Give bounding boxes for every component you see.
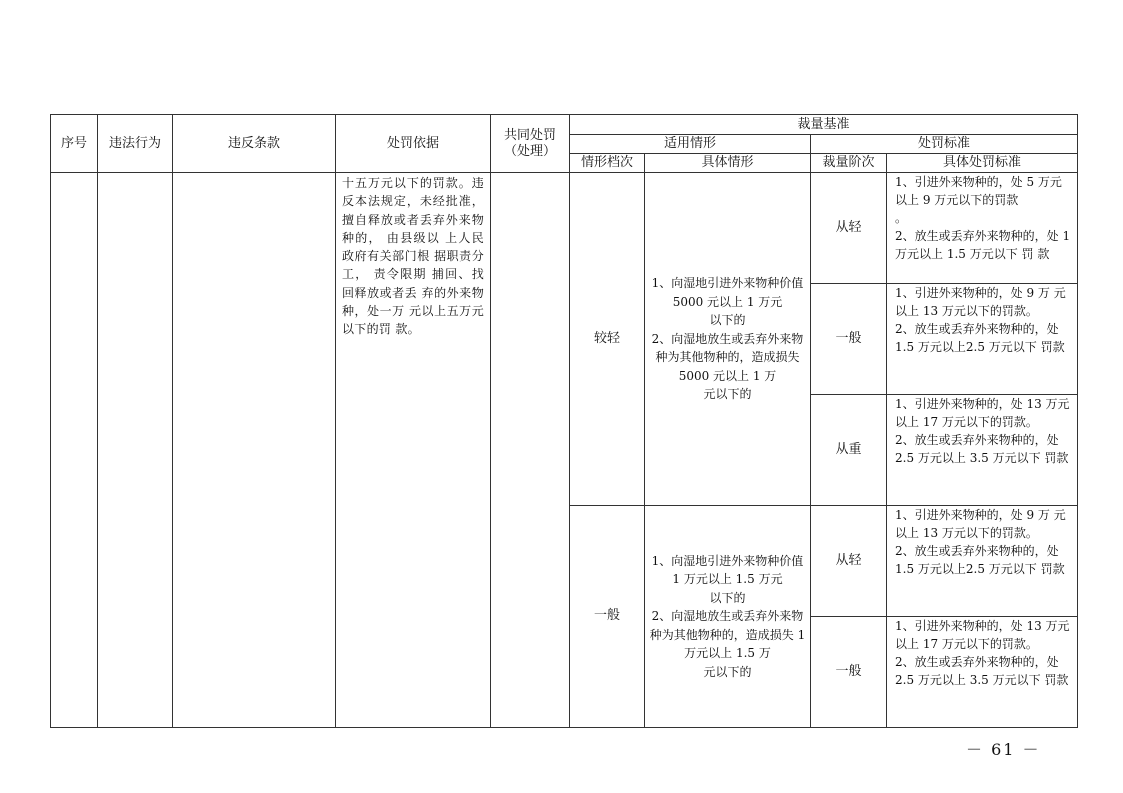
standard-cell: 1、引进外来物种的，处 5 万元以上 9 万元以下的罚款 。 2、放生或丢弃外来物种的，处 1 万元以上 1.5 万元以下 罚 款 <box>887 173 1078 284</box>
header-discretion: 裁量基准 <box>570 115 1078 135</box>
header-stage: 裁量阶次 <box>811 154 887 173</box>
penalty-table-page <box>50 114 1077 728</box>
header-applicable: 适用情形 <box>570 135 811 154</box>
behavior-cell <box>98 173 173 728</box>
common-penalty-cell <box>491 173 570 728</box>
stage-cell: 从轻 <box>811 506 887 617</box>
stage-cell: 从重 <box>811 395 887 506</box>
page-number: － 61 － <box>966 740 1041 759</box>
penalty-discretion-table <box>50 114 1078 728</box>
group-level: 一般 <box>570 506 645 728</box>
header-level: 情形档次 <box>570 154 645 173</box>
clause-cell <box>173 173 336 728</box>
basis-text: 十五万元以下的罚款。违反本法规定，未经批准，擅自释放或者丢弃外来物种的， 由县级以 上人民政府有关部门根 据职责分工， 责令限期 捕回、找回释放或者丢 弃的外来物种，处一万 元以上五万元以下的罚 款。 <box>336 173 491 728</box>
seq-cell <box>51 173 98 728</box>
header-detail: 具体处罚标准 <box>887 154 1078 173</box>
group-situation: 1、向湿地引进外来物种价值 5000 元以上 1 万元 以下的 2、向湿地放生或丢弃外来物种为其他物种的，造成损失 5000 元以上 1 万 元以下的 <box>645 173 811 506</box>
stage-cell: 一般 <box>811 284 887 395</box>
header-seq: 序号 <box>51 115 98 173</box>
standard-cell: 1、引进外来物种的，处 13 万元以上 17 万元以下的罚款。 2、放生或丢弃外来物种的，处 2.5 万元以上 3.5 万元以下 罚款 <box>887 617 1078 728</box>
group-level: 较轻 <box>570 173 645 506</box>
header-clause: 违反条款 <box>173 115 336 173</box>
header-behavior: 违法行为 <box>98 115 173 173</box>
group-situation: 1、向湿地引进外来物种价值 1 万元以上 1.5 万元 以下的 2、向湿地放生或丢弃外来物种为其他物种的，造成损失 1 万元以上 1.5 万 元以下的 <box>645 506 811 728</box>
standard-cell: 1、引进外来物种的，处 9 万 元以上 13 万元以下的罚款。 2、放生或丢弃外来物种的，处 1.5 万元以上2.5 万元以下 罚款 <box>887 506 1078 617</box>
stage-cell: 从轻 <box>811 173 887 284</box>
stage-cell: 一般 <box>811 617 887 728</box>
header-basis: 处罚依据 <box>336 115 491 173</box>
header-situation: 具体情形 <box>645 154 811 173</box>
standard-cell: 1、引进外来物种的，处 13 万元以上 17 万元以下的罚款。 2、放生或丢弃外来物种的，处 2.5 万元以上 3.5 万元以下 罚款 <box>887 395 1078 506</box>
header-standard: 处罚标准 <box>811 135 1078 154</box>
header-common-penalty: 共同处罚 （处理） <box>491 115 570 173</box>
standard-cell: 1、引进外来物种的，处 9 万 元以上 13 万元以下的罚款。 2、放生或丢弃外来物种的，处 1.5 万元以上2.5 万元以下 罚款 <box>887 284 1078 395</box>
